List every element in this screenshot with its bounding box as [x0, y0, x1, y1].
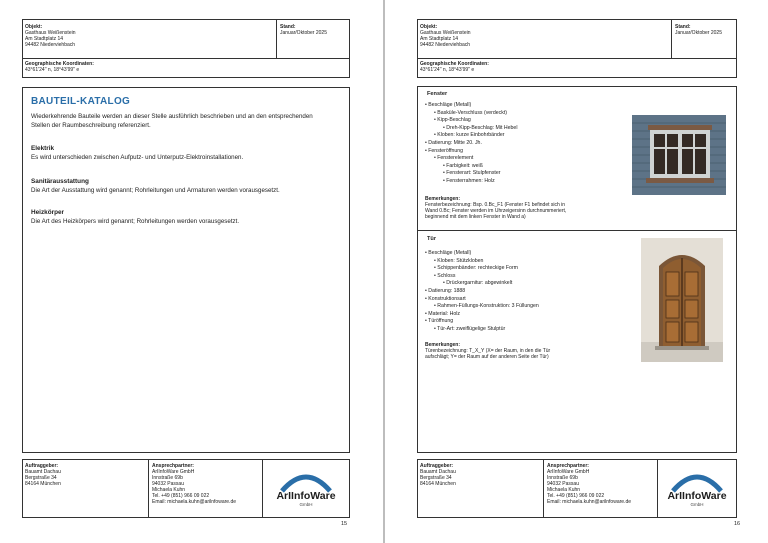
coord-value: 43°61'24'' n, 18°43'99'' e: [25, 67, 80, 73]
section-text: Es wird unterschieden zwischen Aufputz- und Unterputz-Elektroinstallationen.: [31, 154, 244, 161]
contact-line: Innstraße 69b: [152, 475, 183, 481]
logo-sub: GmbH: [690, 502, 704, 507]
company-logo: [270, 465, 342, 511]
contact-line: Tel. +49 (851) 966 09 022: [152, 493, 210, 499]
contact-email: Email: michaela.kuhn@arilnfoware.de: [152, 499, 237, 505]
list-item: • Drückergarnitur: abgewinkelt: [443, 280, 513, 287]
section-heading: Sanitärausstattung: [31, 178, 89, 185]
fenster-remark-line: beginnend mit dem linken Fenster in Wand a): [425, 214, 526, 220]
list-item: • Dreh-Kipp-Beschlag: Mit Hebel: [443, 124, 518, 131]
client-label: Auftraggeber:: [420, 463, 454, 469]
list-item: • Material: Holz: [425, 310, 460, 317]
list-item: • Kloben: kurze Einbohrbänder: [434, 132, 505, 139]
list-item: • Kipp-Beschlag: [434, 117, 471, 124]
contact-line: Michaela Kuhn: [152, 487, 186, 493]
header-divider: [276, 19, 277, 59]
footer-divider: [262, 459, 263, 518]
list-item: • Farbigkeit: weiß: [443, 162, 483, 169]
section-text: Die Art der Ausstattung wird genannt; Rohrleitungen und Armaturen werden vorausgesetzt.: [31, 187, 280, 194]
list-item: • Schloss: [434, 272, 456, 279]
client-line: 84164 München: [420, 481, 456, 487]
list-item: • Basküle-Verschluss (verdeckt): [434, 109, 508, 116]
window-photo: [632, 115, 726, 195]
tuer-list: [425, 250, 539, 334]
fenster-title: Fenster: [427, 91, 448, 97]
tuer-remarks-label: Bemerkungen:: [425, 342, 461, 348]
coord-label: Geographische Koordinaten:: [420, 61, 489, 67]
stand-value: Januar/Oktober 2025: [280, 30, 327, 36]
list-item: • Datierung: 1888: [425, 287, 466, 294]
coord-label: Geographische Koordinaten:: [25, 61, 94, 67]
coord-value: 43°61'24'' n, 18°43'99'' e: [420, 67, 475, 73]
client-line: Bergstraße 34: [25, 475, 57, 481]
list-item: • Datierung: Mitte 20. Jh.: [425, 139, 482, 146]
fenster-remarks-label: Bemerkungen:: [425, 196, 461, 202]
client-label: Auftraggeber:: [25, 463, 59, 469]
page-number: 16: [734, 521, 741, 527]
contact-line: Tel. +49 (851) 966 09 022: [547, 493, 605, 499]
intro-line: Wiederkehrende Bauteile werden an dieser Stelle ausführlich beschrieben und an den entsprechenden: [31, 113, 313, 120]
fenster-remark-line: Fensterbezeichnung: Bsp. 0.Bc_F1 (Fenster F1 befindet sich in: [425, 202, 566, 208]
list-item: • Rahmen-Füllungs-Konstruktion: 3 Füllungen: [434, 303, 539, 310]
stand-label: Stand:: [675, 24, 691, 30]
list-item: • Beschläge (Metall): [425, 250, 472, 256]
client-line: Bergstraße 34: [420, 475, 452, 481]
client-line: Bauamt Dachau: [420, 469, 456, 475]
client-line: Bauamt Dachau: [25, 469, 61, 475]
contact-line: ArIInfoWare GmbH: [547, 469, 590, 475]
header-divider: [671, 19, 672, 59]
page-16: [385, 0, 768, 543]
list-item: • Fensterrahmen: Holz: [443, 177, 495, 184]
logo-text: ArIInfoWare: [276, 490, 336, 502]
tuer-title: Tür: [427, 236, 437, 242]
header-rule: [22, 58, 350, 59]
list-item: • Tür-Art: zweiflügelige Stulptür: [434, 325, 506, 332]
list-item: • Kloben: Stützkloben: [434, 257, 484, 264]
header-rule: [417, 58, 737, 59]
contact-line: 94032 Passau: [547, 481, 579, 487]
footer-divider: [657, 459, 658, 518]
footer-divider: [543, 459, 544, 518]
logo-text: ArIInfoWare: [667, 490, 727, 502]
door-photo: [641, 238, 723, 362]
content-box: [22, 87, 350, 453]
contact-line: Innstraße 69b: [547, 475, 578, 481]
page-number: 15: [341, 521, 348, 527]
section-heading: Heizkörper: [31, 209, 65, 216]
page-15: [0, 0, 383, 543]
contact-line: Michaela Kuhn: [547, 487, 581, 493]
logo-sub: GmbH: [299, 502, 313, 507]
section-heading: Elektrik: [31, 145, 55, 152]
footer-divider: [148, 459, 149, 518]
objekt-line: Gasthaus Weißenstein: [25, 30, 76, 36]
objekt-line: Gasthaus Weißenstein: [420, 30, 471, 36]
objekt-label: Objekt:: [420, 24, 438, 30]
page-title: BAUTEIL-KATALOG: [31, 96, 131, 107]
list-item: • Türöffnung: [425, 318, 454, 325]
contact-label: Ansprechpartner:: [547, 463, 589, 469]
list-item: • Schippenbänder: rechteckige Form: [434, 265, 518, 272]
contact-email: Email: michaela.kuhn@arilnfoware.de: [547, 499, 632, 505]
company-logo: [661, 465, 733, 511]
fenster-list: [425, 102, 517, 186]
contact-line: ArIInfoWare GmbH: [152, 469, 195, 475]
objekt-line: Am Stadtplatz 14: [420, 36, 459, 42]
contact-label: Ansprechpartner:: [152, 463, 194, 469]
tuer-remark-line: Türenbezeichnung: T_X_Y (X= der Raum, in den die Tür: [425, 348, 551, 354]
intro-line: Stellen der Raumbeschreibung referenziert.: [31, 122, 151, 129]
stand-label: Stand:: [280, 24, 296, 30]
objekt-line: 94482 Niederviehbach: [25, 42, 76, 48]
list-item: • Fensteröffnung: [425, 147, 464, 154]
list-item: • Konstruktionsart: [425, 295, 466, 302]
client-line: 84164 München: [25, 481, 61, 487]
list-item: • Fensterart: Stulpfenster: [443, 170, 501, 177]
objekt-line: 94482 Niederviehbach: [420, 42, 471, 48]
section-text: Die Art des Heizkörpers wird genannt; Rohrleitungen werden vorausgesetzt.: [31, 218, 240, 225]
stand-value: Januar/Oktober 2025: [675, 30, 722, 36]
objekt-label: Objekt:: [25, 24, 43, 30]
contact-line: 94032 Passau: [152, 481, 184, 487]
tuer-remark-line: aufschlägt; Y= der Raum auf der anderen Seite der Tür): [425, 354, 549, 360]
list-item: • Beschläge (Metall): [425, 102, 472, 108]
objekt-line: Am Stadtplatz 14: [25, 36, 64, 42]
fenster-remark-line: Wand 0.Bc; Fenster werden im Uhrzeigersinn durchnummeriert,: [425, 208, 567, 214]
list-item: • Fensterelement: [434, 155, 474, 162]
